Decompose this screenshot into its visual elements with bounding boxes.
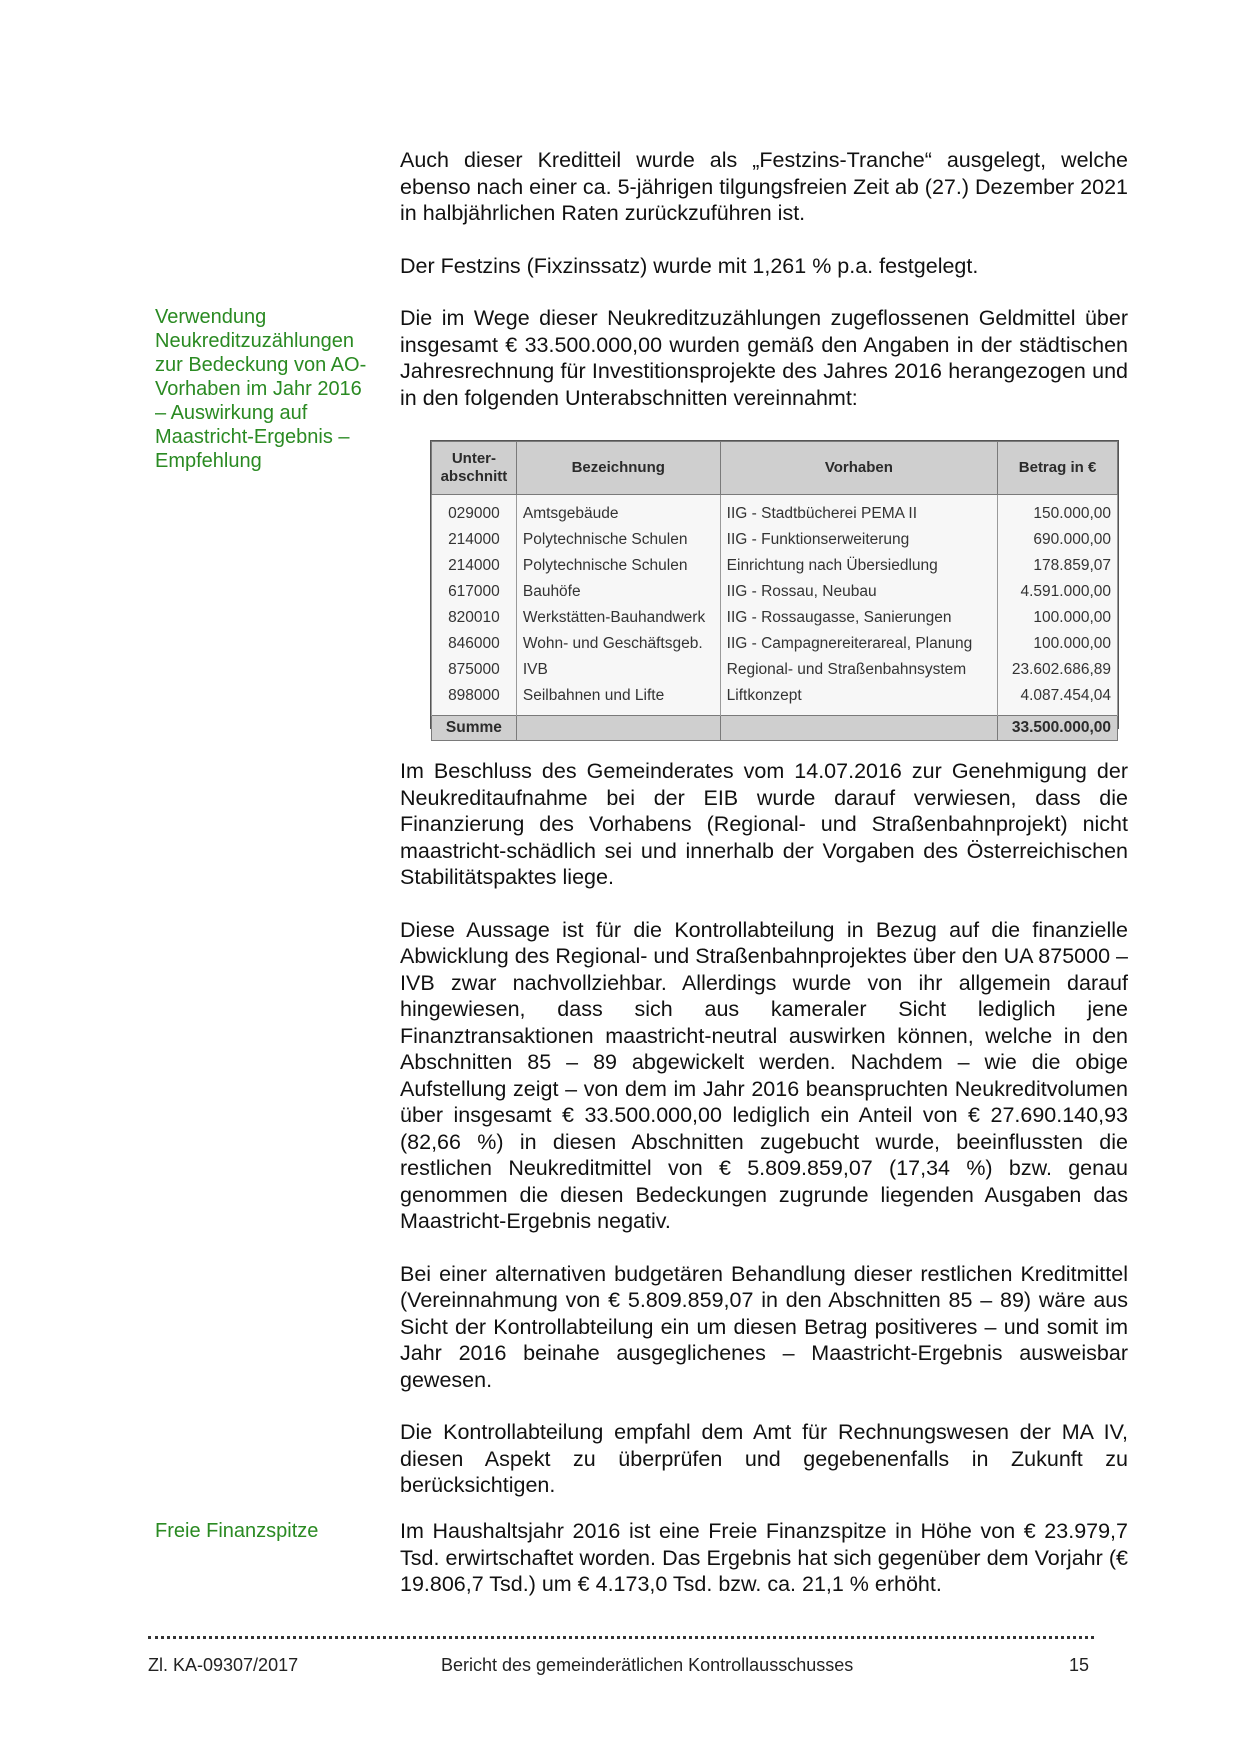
table-row <box>432 495 1118 528</box>
cell-bezeichnung: Bauhöfe <box>516 579 720 605</box>
cell-vorhaben: IIG - Campagnereiterareal, Planung <box>720 631 997 657</box>
unterabschnitt-table <box>430 440 1119 736</box>
cell-betrag: 178.859,07 <box>998 553 1118 579</box>
paragraph-finanzspitze-text: Im Haushaltsjahr 2016 ist eine Freie Finanzspitze in Höhe von € 23.979,7 Tsd. erwirtschaftet worden. Das Ergebnis hat sich gegenüber dem Vorjahr (€ 19.806,7 Tsd.) um € 4.173,0 Tsd. bzw. ca. 21,1 % erhöht. <box>400 1519 1128 1596</box>
footer-page-number: 15 <box>1069 1655 1090 1675</box>
table-row <box>432 553 1118 579</box>
paragraph-alternative: Bei einer alternativen budgetären Behandlung dieser restlichen Kreditmittel (Vereinnahmung von € 5.809.859,07 in den Abschnitten 85 – 89) wäre aus Sicht der Kontrollabteilung ein um diesen Betrag positiveres – und somit im Jahr 2016 beinahe ausgeglichenes – Maastricht-Ergebnis ausweisbar gewesen. <box>400 1261 1128 1392</box>
sum-label: Summe <box>432 716 517 741</box>
cell-vorhaben: Regional- und Straßenbahnsystem <box>720 657 997 683</box>
cell-bezeichnung: Amtsgebäude <box>516 495 720 528</box>
cell-betrag: 23.602.686,89 <box>998 657 1118 683</box>
cell-vorhaben: Einrichtung nach Übersiedlung <box>720 553 997 579</box>
paragraph-beschluss: Im Beschluss des Gemeinderates vom 14.07.2016 zur Genehmigung der Neukreditaufnahme bei der EIB wurde darauf verwiesen, dass die Finanzierung des Vorhabens (Regional- und Straßenbahnprojekt) nicht maastricht-schädlich sei und innerhalb der Vorgaben des Österreichischen Stabilitätspaktes liege. <box>400 759 1128 889</box>
table-row <box>432 605 1118 631</box>
header-betrag: Betrag in € <box>998 442 1118 495</box>
cell-betrag: 4.591.000,00 <box>998 579 1118 605</box>
header-vorhaben: Vorhaben <box>720 442 997 495</box>
cell-vorhaben: IIG - Rossau, Neubau <box>720 579 997 605</box>
cell-bezeichnung: Seilbahnen und Lifte <box>516 683 720 716</box>
table-sum-row <box>432 716 1118 741</box>
footer-divider <box>148 1636 1094 1639</box>
paragraph-finanzspitze <box>400 1518 1128 1598</box>
cell-betrag: 4.087.454,04 <box>998 683 1118 716</box>
cell-betrag: 100.000,00 <box>998 631 1118 657</box>
cell-vorhaben: IIG - Funktionserweiterung <box>720 527 997 553</box>
cell-ua: 029000 <box>432 495 517 528</box>
margin-note-verwendung: Verwendung Neukreditzuzählungen zur Bedeckung von AO-Vorhaben im Jahr 2016 – Auswirkung auf Maastricht-Ergebnis – Empfehlung <box>155 306 367 472</box>
cell-ua: 875000 <box>432 657 517 683</box>
cell-betrag: 690.000,00 <box>998 527 1118 553</box>
footer-title: Bericht des gemeinderätlichen Kontrollausschusses <box>441 1655 854 1675</box>
cell-ua: 214000 <box>432 553 517 579</box>
cell-ua: 846000 <box>432 631 517 657</box>
sum-empty-cell <box>516 716 720 741</box>
table-row <box>432 683 1118 716</box>
table-row <box>432 631 1118 657</box>
sum-value: 33.500.000,00 <box>998 716 1118 741</box>
footer-reference: Zl. KA-09307/2017 <box>148 1655 299 1675</box>
table-row <box>432 657 1118 683</box>
table-row <box>432 579 1118 605</box>
paragraph-neukredit <box>400 305 1128 411</box>
cell-vorhaben: Liftkonzept <box>720 683 997 716</box>
cell-ua: 898000 <box>432 683 517 716</box>
table-header-row <box>432 442 1118 495</box>
cell-bezeichnung: Polytechnische Schulen <box>516 527 720 553</box>
cell-ua: 214000 <box>432 527 517 553</box>
cell-betrag: 100.000,00 <box>998 605 1118 631</box>
cell-ua: 820010 <box>432 605 517 631</box>
header-bezeichnung: Bezeichnung <box>516 442 720 495</box>
sum-empty-cell <box>720 716 997 741</box>
cell-bezeichnung: IVB <box>516 657 720 683</box>
cell-betrag: 150.000,00 <box>998 495 1118 528</box>
analysis-paragraphs <box>400 758 1128 1499</box>
cell-bezeichnung: Werkstätten-Bauhandwerk <box>516 605 720 631</box>
table-row <box>432 527 1118 553</box>
intro-paragraphs <box>400 147 1128 279</box>
cell-ua: 617000 <box>432 579 517 605</box>
paragraph-empfehlung: Die Kontrollabteilung empfahl dem Amt für Rechnungswesen der MA IV, diesen Aspekt zu überprüfen und gegebenenfalls in Zukunft zu berücksichtigen. <box>400 1420 1128 1497</box>
paragraph-festzins: Der Festzins (Fixzinssatz) wurde mit 1,261 % p.a. festgelegt. <box>400 253 979 278</box>
header-unterabschnitt: Unter-abschnitt <box>432 442 517 495</box>
paragraph-neukredit-text: Die im Wege dieser Neukreditzuzählungen zugeflossenen Geldmittel über insgesamt € 33.500.000,00 wurden gemäß den Angaben in der städtischen Jahresrechnung für Investitionsprojekte des Jahres 2016 herangezogen und in den folgenden Unterabschnitten vereinnahmt: <box>400 306 1128 410</box>
paragraph-aussage: Diese Aussage ist für die Kontrollabteilung in Bezug auf die finanzielle Abwicklung des Regional- und Straßenbahnprojektes über den UA 875000 – IVB zwar nachvollziehbar. Allerdings wurde von ihr allgemein darauf hingewiesen, dass sich aus kameraler Sicht lediglich jene Finanztransaktionen maastricht-neutral auswirken können, welche in den Abschnitten 85 – 89 abgewickelt werden. Nachdem – wie die obige Aufstellung zeigt – von dem im Jahr 2016 beanspruchten Neukreditvolumen über insgesamt € 33.500.000,00 lediglich ein Anteil von € 27.690.140,93 (82,66 %) in diesen Abschnitten zugebucht wurde, beeinflussten die restlichen Neukreditmittel von € 5.809.859,07 (17,34 %) bzw. genau genommen die diesen Bedeckungen zugrunde liegenden Ausgaben das Maastricht-Ergebnis negativ. <box>400 917 1128 1233</box>
cell-bezeichnung: Polytechnische Schulen <box>516 553 720 579</box>
cell-bezeichnung: Wohn- und Geschäftsgeb. <box>516 631 720 657</box>
paragraph-festzins-tranche: Auch dieser Kreditteil wurde als „Festzins-Tranche“ ausgelegt, welche ebenso nach einer ca. 5-jährigen tilgungsfreien Zeit ab (27.) Dezember 2021 in halbjährlichen Raten zurückzuführen ist. <box>400 148 1128 225</box>
margin-note-finanzspitze: Freie Finanzspitze <box>155 1520 319 1542</box>
cell-vorhaben: IIG - Rossaugasse, Sanierungen <box>720 605 997 631</box>
cell-vorhaben: IIG - Stadtbücherei PEMA II <box>720 495 997 528</box>
